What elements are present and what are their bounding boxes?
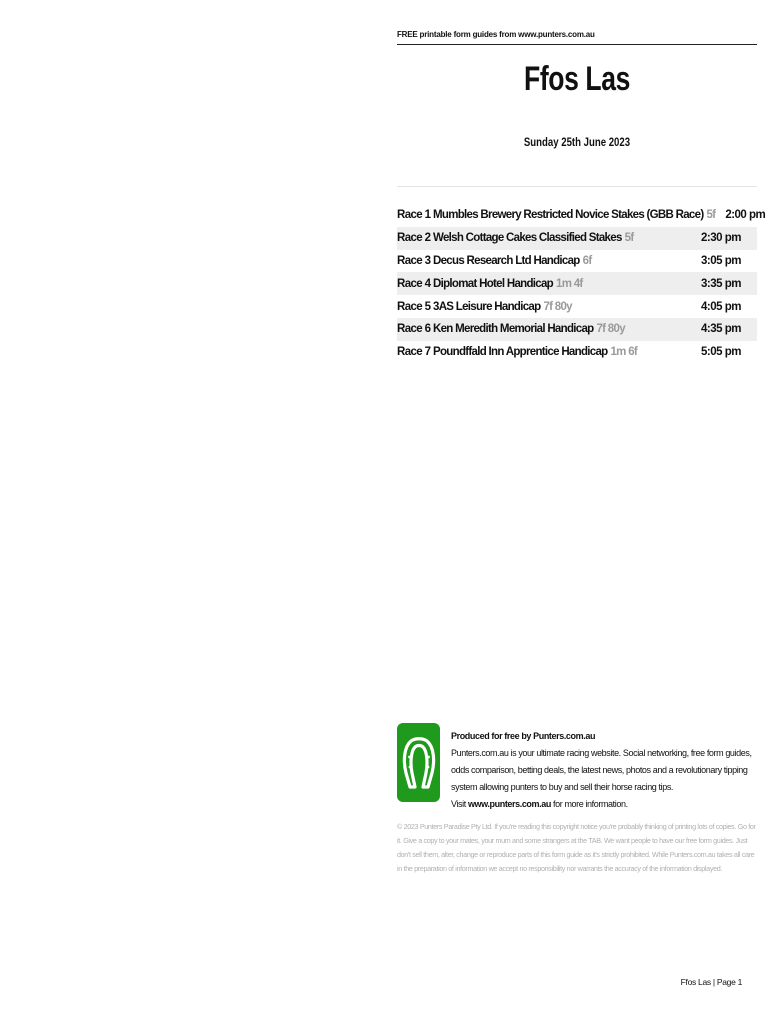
race-number: Race 4 xyxy=(397,277,431,290)
race-distance: 7f 80y xyxy=(596,323,625,336)
race-title xyxy=(433,232,691,244)
race-row xyxy=(397,341,757,364)
race-time: 3:05 pm xyxy=(701,254,741,267)
promo-visit-suffix: for more information. xyxy=(550,799,628,809)
race-distance: 7f 80y xyxy=(543,300,572,313)
race-title xyxy=(433,346,691,358)
venue-title: Ffos Las xyxy=(524,60,630,98)
race-distance: 6f xyxy=(582,254,592,267)
header-divider xyxy=(397,44,757,45)
race-row xyxy=(397,227,757,250)
race-name: Ken Meredith Memorial Handicap xyxy=(433,323,594,336)
race-time: 3:35 pm xyxy=(701,277,741,290)
page-header-tagline: FREE printable form guides from www.punters.com.au xyxy=(397,30,595,39)
race-row xyxy=(397,204,766,227)
race-name: Welsh Cottage Cakes Classified Stakes xyxy=(433,232,622,245)
race-list xyxy=(397,204,766,364)
race-name: Decus Research Ltd Handicap xyxy=(433,254,580,267)
punters-logo xyxy=(397,723,440,802)
race-title xyxy=(433,278,691,290)
horseshoe-icon xyxy=(402,733,436,793)
promo-visit-line xyxy=(451,796,757,813)
promo-title: Produced for free by Punters.com.au xyxy=(451,731,596,741)
race-title xyxy=(433,255,691,267)
race-name: Poundffald Inn Apprentice Handicap xyxy=(433,346,608,359)
race-row xyxy=(397,295,757,318)
punters-website-link[interactable]: www.punters.com.au xyxy=(467,799,551,809)
meeting-date: Sunday 25th June 2023 xyxy=(523,135,631,149)
race-name: Mumbles Brewery Restricted Novice Stakes (GBB Race) xyxy=(433,209,704,222)
race-time: 2:30 pm xyxy=(701,232,741,245)
race-title xyxy=(433,323,691,335)
race-row xyxy=(397,250,757,273)
race-time: 4:35 pm xyxy=(701,323,741,336)
race-number: Race 5 xyxy=(397,300,431,313)
race-time: 5:05 pm xyxy=(701,346,741,359)
race-number: Race 7 xyxy=(397,346,431,359)
race-title xyxy=(433,301,691,313)
copyright-notice: © 2023 Punters Paradise Pty Ltd. If you're reading this copyright notice you're probably thinking of printing lots of copies. Go for it. Give a copy to your mates, your mum and some strangers at the TAB. We want people to have our free form guides. Just don't sell them, alter, change or reproduce parts of this form guide as it's strictly prohibited. While Punters.com.au takes all care in the preparation of information we accept no responsibility nor warrants the accuracy of the information displayed. xyxy=(397,822,756,873)
race-time: 4:05 pm xyxy=(701,300,741,313)
promo-block xyxy=(451,728,757,813)
race-distance: 1m 4f xyxy=(556,277,583,290)
race-title xyxy=(433,209,715,221)
race-time: 2:00 pm xyxy=(725,209,766,222)
race-number: Race 1 xyxy=(397,209,431,222)
race-row xyxy=(397,318,757,341)
promo-text: Punters.com.au is your ultimate racing website. Social networking, free form guides, odds comparison, betting deals, the latest news, photos and a revolutionary tipping system allowing punters to buy and sell their horse racing tips. xyxy=(451,748,752,792)
race-list-divider xyxy=(397,186,757,187)
race-number: Race 6 xyxy=(397,323,431,336)
race-name: Diplomat Hotel Handicap xyxy=(433,277,553,290)
race-distance: 1m 6f xyxy=(610,346,638,359)
race-distance: 5f xyxy=(624,232,634,245)
race-row xyxy=(397,272,757,295)
race-name: 3AS Leisure Handicap xyxy=(433,300,541,313)
page-footer: Ffos Las | Page 1 xyxy=(680,977,742,987)
race-number: Race 2 xyxy=(397,232,431,245)
race-number: Race 3 xyxy=(397,254,431,267)
race-distance: 5f xyxy=(706,209,716,222)
promo-visit-prefix: Visit xyxy=(451,799,468,809)
